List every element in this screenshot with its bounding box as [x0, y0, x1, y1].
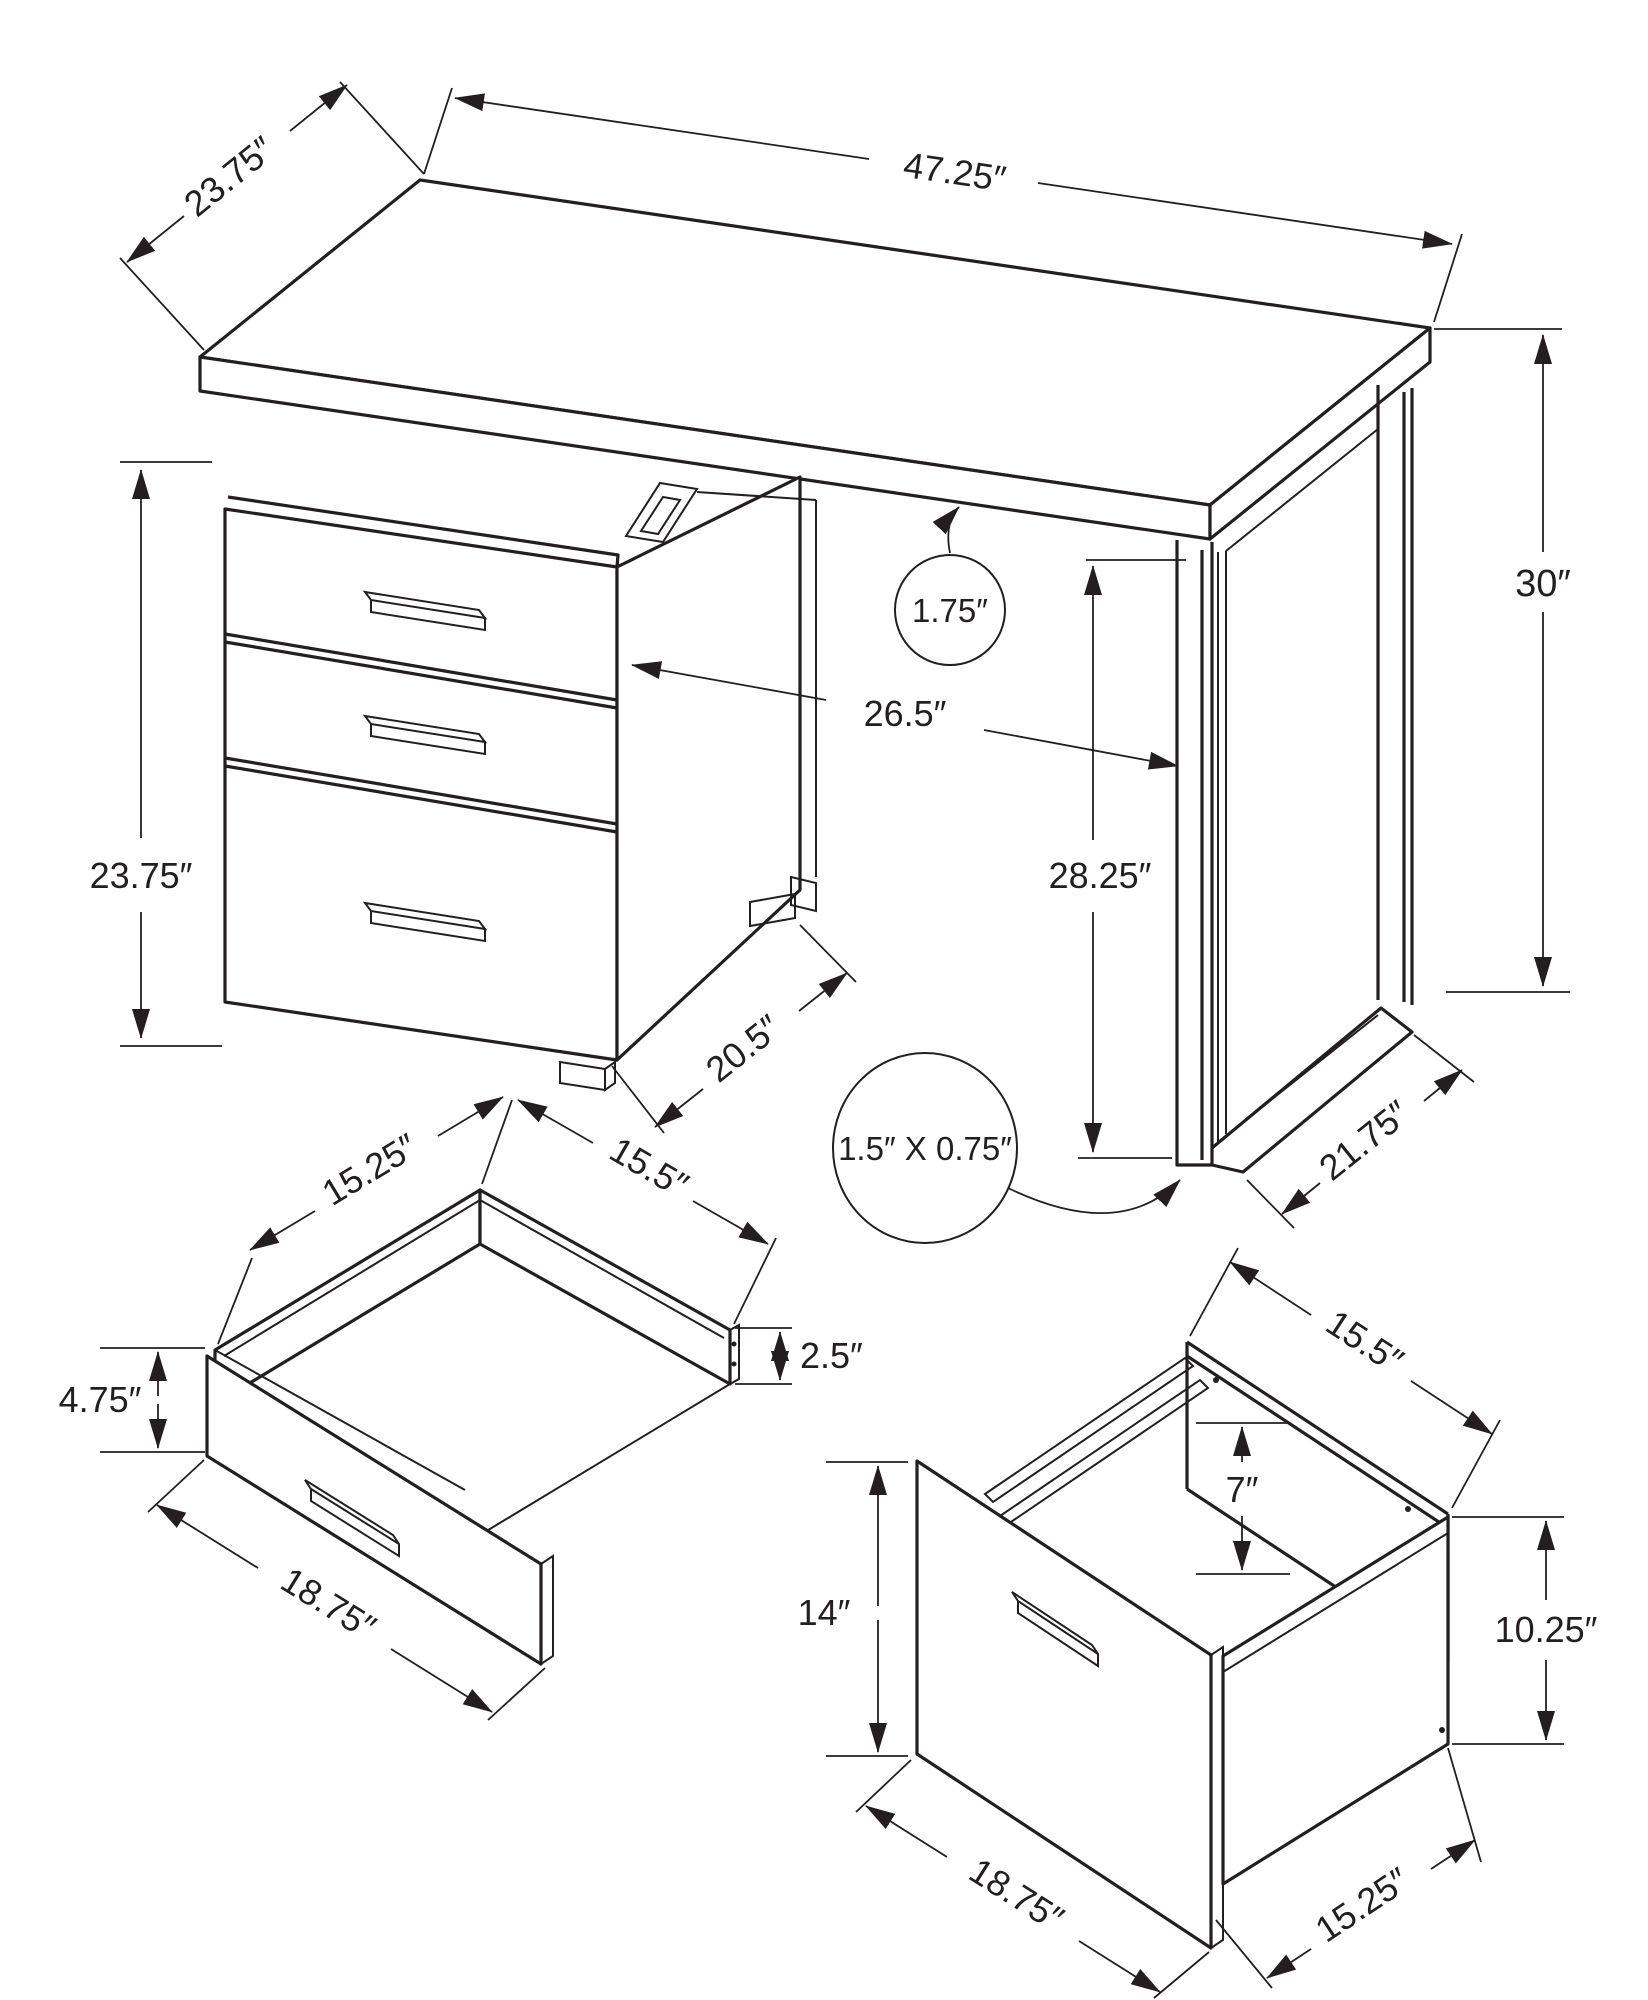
leg-front-post: [1177, 540, 1212, 1165]
dim-leg-depth: [1247, 1035, 1474, 1228]
leg-back-post: [1378, 385, 1412, 1005]
dim-pedestal-height: [90, 462, 222, 1046]
dim-label: 21.75″: [1311, 1092, 1418, 1189]
dim-label: 2.5″: [800, 1335, 863, 1376]
dim-label: 1.5″ X 0.75″: [838, 1130, 1012, 1167]
leg-side-panel: [1218, 429, 1378, 1142]
front-panel: [917, 1461, 1211, 1948]
screw-dot: [1213, 1377, 1219, 1383]
dim-underside-clearance: [1049, 560, 1186, 1158]
dim-file-drawer-front-height: [798, 1462, 908, 1756]
dim-label: 23.75″: [176, 128, 283, 225]
front-panel-end-cap: [1211, 1647, 1223, 1948]
dim-label: 14″: [797, 1592, 851, 1633]
dim-label: 15.25″: [314, 1125, 425, 1214]
dim-leg-tube-profile: [833, 1053, 1180, 1243]
screw-dot: [1405, 1506, 1411, 1512]
dim-label: 15.25″: [1307, 1859, 1417, 1951]
dim-label: 23.75″: [89, 855, 193, 896]
left-rail-lower: [1000, 1380, 1208, 1524]
pedestal-front-face: [225, 509, 617, 1060]
dim-small-drawer-side-height: [735, 1328, 863, 1384]
dim-label: 20.5″: [698, 1006, 789, 1091]
dim-overall-height: [1434, 329, 1571, 992]
pedestal-front-foot: [560, 1062, 615, 1090]
dim-label: 26.5″: [863, 693, 947, 734]
desk-isometric-view: [200, 180, 1430, 1172]
dim-label: 28.25″: [1048, 855, 1152, 896]
front-panel-end-cap: [541, 1556, 553, 1664]
dim-label: 1.75″: [912, 592, 988, 629]
dim-label: 18.75″: [274, 1558, 384, 1648]
dim-label: 30″: [1515, 563, 1571, 605]
screw-dot: [732, 1362, 737, 1367]
dim-label: 18.75″: [962, 1849, 1072, 1940]
dim-label: 47.25″: [900, 143, 1009, 200]
right-wall: [480, 1190, 730, 1384]
dim-small-drawer-front-height: [59, 1348, 205, 1452]
dim-label: 15.5″: [603, 1128, 696, 1206]
dim-top-thickness: [895, 507, 1005, 665]
left-rail: [985, 1358, 1193, 1502]
dim-label: 7″: [1225, 1469, 1259, 1510]
dim-label: 15.5″: [1319, 1301, 1411, 1382]
right-wall: [1223, 1517, 1448, 1884]
pedestal-right-face: [617, 477, 800, 1060]
dim-label: 10.25″: [1494, 1609, 1598, 1650]
dim-file-drawer-side-height: [1452, 1517, 1598, 1744]
screw-dot: [732, 1342, 737, 1347]
dim-file-drawer-inner-height: [1196, 1423, 1290, 1574]
dim-label: 4.75″: [58, 1379, 142, 1420]
screw-dot: [1439, 1727, 1445, 1733]
